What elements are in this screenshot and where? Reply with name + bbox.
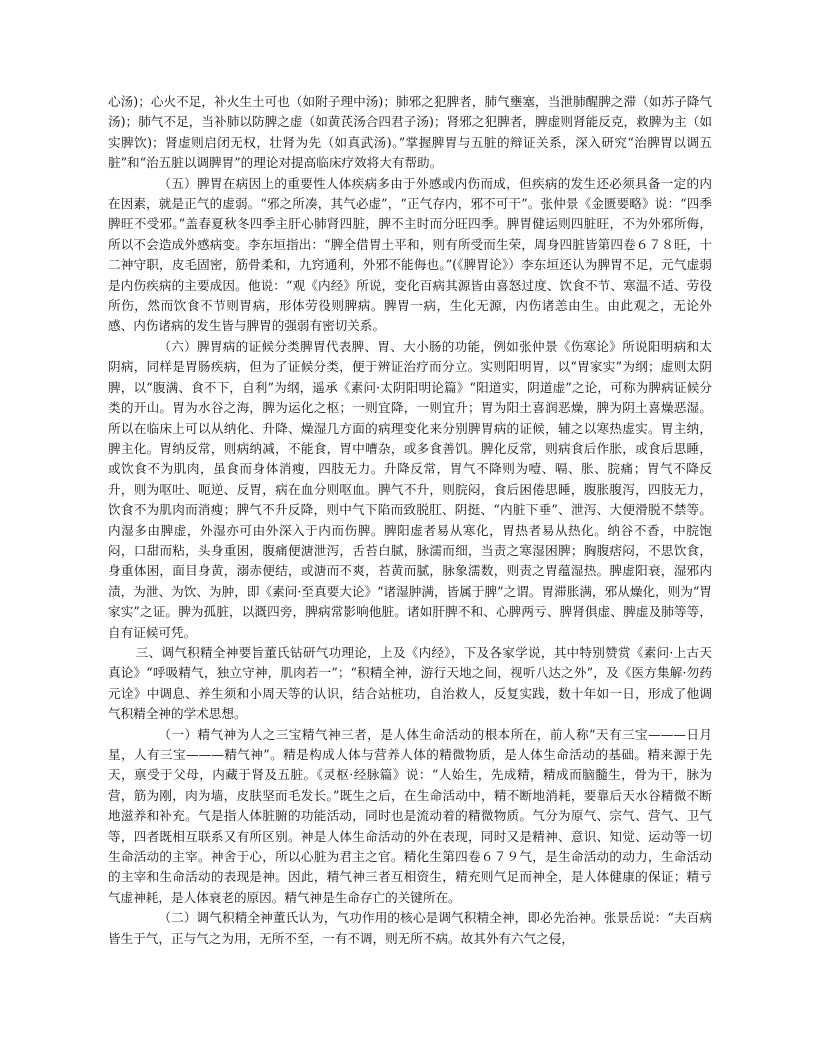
paragraph-section-three: 三、调气积精全神要旨董氏钻研气功理论，上及《内经》，下及各家学说，其中特别赞赏《素问·上古天真论》“呼吸精气，独立守神，肌肉若一”；“积精全神，游行天地之间，视听八达之外”，及《医方集解·勿药元诠》中调息、养生须和小周天等的认识，结合站桩功，自治救人，反复实践，数十年如一日，形成了他调气积精全神的学术思想。 [108,644,712,722]
document-page [108,92,712,949]
paragraph-regulate-qi: （二）调气积精全神董氏认为，气功作用的核心是调气积精全神，即必先治神。张景岳说：“夫百病皆生于气，正与气之为用，无所不至，一有不调，则无所不病。故其外有六气之侵， [108,910,712,946]
paragraph-spleen-syndromes: （六）脾胃病的证候分类脾胃代表脾、胃、大小肠的功能，例如张仲景《伤寒论》所说阳明病和太阴病，同样是胃肠疾病，但为了证候分类，便于辨证治疗而分立。实则阳明胃，以“胃家实”为纲；虚则太阴脾，以“腹满、食不下，自利”为纲，遥承《素问·太阴阳明论篇》“阳道实，阴道虚”之论，可称为脾病证候分类的开山。胃为水谷之海，脾为运化之枢；一则宜降，一则宜升；胃为阳土喜润恶燥，脾为阴土喜燥恶湿。所以在临床上可以从纳化、升降、燥湿几方面的病理变化来分别脾胃病的证候，辅之以寒热虚实。胃主纳，脾主化。胃纳反常，则病纳减，不能食，胃中嘈杂，或多食善饥。脾化反常，则病食后作胀，或食后思睡，或饮食不为肌肉，虽食而身体消瘦，四肢无力。升降反常，胃气不降则为噎、嗝、胀、脘痛；胃气不降反升，则为呕吐、呃逆、反胃，病在血分则呕血。脾气不升，则脘闷，食后困倦思睡，腹胀腹泻，四肢无力，饮食不为肌肉而消瘦；脾气不升反降，则中气下陷而致脱肛、阴挺、“内脏下垂”、泄泻、大便滑脱不禁等。内湿多由脾虚，外湿亦可由外深入于内而伤脾。脾阳虚者易从寒化，胃热者易从热化。纳谷不香，中脘饱闷，口甜而粘，头身重困，腹痛便溏泄泻，舌苔白腻，脉濡而细，当责之寒湿困脾；胸腹痞闷，不思饮食，身重体困，面目身黄，溺赤便结，或溏而不爽，苔黄而腻，脉象濡数，则责之胃蕴湿热。脾虚阳衰，湿邪内渍，为泄、为饮、为肿，即《素问·至真要大论》“诸湿肿满，皆属于脾”之谓。胃滞胀满，邪从燥化，则为“胃家实”之证。脾为孤脏，以溉四旁，脾病常影响他脏。诸如肝脾不和、心脾两亏、脾肾俱虚、脾虚及肺等等，自有证候可凭。 [108,338,712,640]
paragraph-continuation: 心汤)；心火不足，补火生土可也（如附子理中汤)；肺邪之犯脾者，肺气壅塞，当泄肺醒脾之滞（如苏子降气汤)；肺气不足，当补肺以防脾之虚（如黄芪汤合四君子汤)；肾邪之犯脾者，脾虚则肾能反克，救脾为主（如实脾饮)；肾虚则启闭无权，壮肾为先（如真武汤)。”掌握脾胃与五脏的辩证关系，深入研究“治脾胃以调五脏”和“治五脏以调脾胃”的理论对提高临床疗效将大有帮助。 [108,94,712,171]
paragraph-spleen-etiology: （五）脾胃在病因上的重要性人体疾病多由于外感或内伤而成，但疾病的发生还必须具备一定的内在因素，就是正气的虚弱。“邪之所凑，其气必虚”，“正气存内，邪不可干”。张仲景《金匮要略》说：“四季脾旺不受邪。”盖春夏秋冬四季主肝心肺肾四脏，脾不主时而分旺四季。脾胃健运则四脏旺，不为外邪所侮，所以不会造成外感病变。李东垣指出：“脾全借胃土平和，则有所受而生荣，周身四脏皆第四卷６７８旺，十二神守职，皮毛固密，筋骨柔和，九窍通利，外邪不能侮也。”(《脾胃论》）李东垣还认为脾胃不足，元气虚弱是内伤疾病的主要成因。他说：“观《内经》所说，变化百病其源皆由喜怒过度、饮食不节、寒温不适、劳役所伤，然而饮食不节则胃病，形体劳役则脾病。脾胃一病，生化无源，内伤诸恙由生。由此观之，无论外感、内伤诸病的发生皆与脾胃的强弱有密切关系。 [108,175,712,334]
paragraph-three-treasures: （一）精气神为人之三宝精气神三者，是人体生命活动的根本所在，前人称“天有三宝———日月星，人有三宝———精气神”。精是构成人体与营养人体的精微物质，是人体生命活动的基础。精来源于先天，禀受于父母，内藏于肾及五脏。《灵枢·经脉篇》说：“人始生，先成精，精成而脑髓生，骨为干，脉为营，筋为刚，肉为墙，皮肤坚而毛发长。”既生之后，在生命活动中，精不断地消耗，要靠后天水谷精微不断地滋养和补充。气是指人体脏腑的功能活动，同时也是流动着的精微物质。气分为原气、宗气、营气、卫气等，四者既相互联系又有所区别。神是人体生命活动的外在表现，同时又是精神、意识、知觉、运动等一切生命活动的主宰。神舍于心，所以心脏为君主之官。精化生第四卷６７９气，是生命活动的动力，生命活动的主宰和生命活动的表现是神。因此，精气神三者互相资生，精充则气足而神全，是人体健康的保证；精亏气虚神耗，是人体衰老的原因。精气神是生命存亡的关键所在。 [108,726,712,905]
